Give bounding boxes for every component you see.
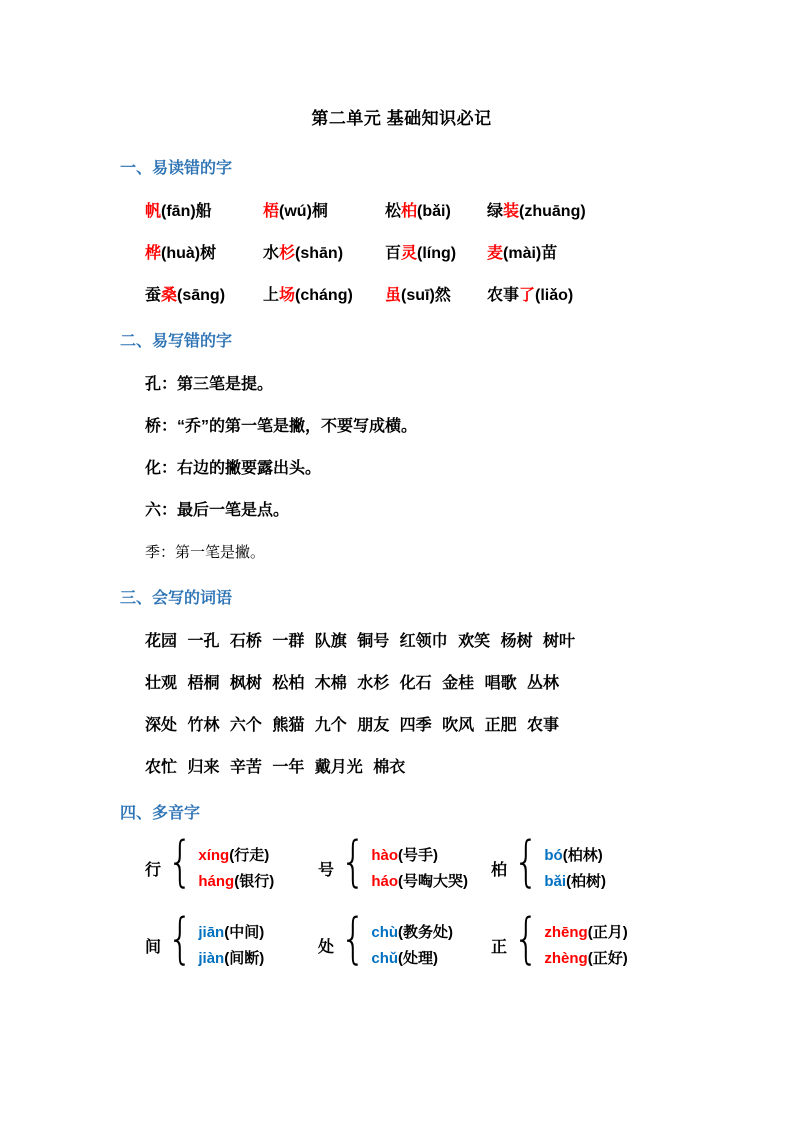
word-suffix: (cháng) (295, 287, 353, 304)
word-suffix: (wú)桐 (279, 203, 328, 220)
example-word: (行走) (229, 847, 270, 864)
polyphonic-char: 行 (145, 862, 162, 879)
polyphonic-char: 号 (318, 862, 335, 879)
word-item (487, 202, 683, 222)
pinyin: chù (371, 924, 399, 941)
word-prefix: 绿 (487, 203, 504, 220)
word-prefix: 水 (263, 245, 280, 262)
example-word: (正好) (587, 950, 628, 967)
word-item (145, 244, 263, 264)
example-word: (柏林) (562, 847, 603, 864)
section-miswritten-chars (120, 328, 683, 563)
pinyin: jiàn (198, 950, 225, 967)
example-word: (号啕大哭) (398, 873, 469, 890)
word-suffix: (líng) (417, 245, 457, 262)
polyphonic-char: 柏 (491, 862, 508, 879)
word-item (385, 286, 487, 306)
example-word: (处理) (398, 950, 439, 967)
readings (371, 924, 453, 967)
polyphonic-entry (145, 924, 318, 967)
pinyin: zhēng (544, 924, 588, 941)
readings (544, 847, 606, 890)
pinyin: hào (371, 847, 399, 864)
brace-glyph (163, 939, 197, 953)
tip-line: 六：最后一笔是点。 (145, 502, 290, 519)
reading-line (198, 924, 264, 941)
polyphonic-grid (120, 847, 683, 967)
word-suffix: (mài)苗 (503, 245, 558, 262)
word-item (145, 202, 263, 222)
tip-line: 季：第一笔是撇。 (145, 545, 266, 561)
example-word: (教务处) (398, 924, 454, 941)
highlighted-char: 桑 (161, 287, 178, 304)
highlighted-char: 场 (279, 287, 296, 304)
reading-line (544, 847, 606, 864)
word-suffix: (liǎo) (535, 287, 574, 304)
example-word: (号手) (398, 847, 439, 864)
misread-row-1 (120, 202, 683, 222)
brace-glyph (163, 862, 197, 876)
pinyin: xíng (198, 847, 230, 864)
section-polyphonic-chars (120, 800, 683, 967)
tip-line: 桥：“乔”的第一笔是撇，不要写成横。 (145, 418, 418, 435)
readings (371, 847, 468, 890)
word-prefix: 蚕 (145, 287, 162, 304)
brace-glyph (509, 939, 543, 953)
word-prefix: 百 (385, 245, 402, 262)
pinyin: jiān (198, 924, 225, 941)
word-list-line: 花园 一孔 石桥 一群 队旗 铜号 红领巾 欢笑 杨树 树叶 (145, 633, 576, 650)
polyphonic-char: 间 (145, 939, 162, 956)
section-writable-words (120, 585, 683, 778)
readings (198, 924, 264, 967)
pinyin: bǎi (544, 873, 567, 890)
highlighted-char: 虽 (385, 287, 402, 304)
polyphonic-entry (491, 847, 683, 890)
pinyin: háng (198, 873, 235, 890)
section-4-heading: 四、多音字 (120, 805, 201, 822)
readings (198, 847, 274, 890)
word-suffix: (fān)船 (161, 203, 212, 220)
readings (544, 924, 627, 967)
reading-line (371, 950, 453, 967)
misread-row-3 (120, 286, 683, 306)
example-word: (中间) (224, 924, 265, 941)
section-1-heading: 一、易读错的字 (120, 160, 233, 177)
word-list-line: 深处 竹林 六个 熊猫 九个 朋友 四季 吹风 正肥 农事 (145, 717, 560, 734)
word-item (487, 286, 683, 306)
brace-glyph (509, 862, 543, 876)
example-word: (正月) (587, 924, 628, 941)
word-suffix: (shān) (295, 245, 344, 262)
word-suffix: (suī)然 (401, 287, 451, 304)
tip-line: 化：右边的撇要露出头。 (145, 460, 322, 477)
word-suffix: (sāng) (177, 287, 226, 304)
polyphonic-char: 正 (491, 939, 508, 956)
reading-line (544, 950, 627, 967)
polyphonic-entry (491, 924, 683, 967)
highlighted-char: 了 (519, 287, 536, 304)
page-title: 第二单元 基础知识必记 (311, 109, 492, 128)
reading-line (198, 873, 274, 890)
example-word: (间断) (224, 950, 265, 967)
reading-line (198, 950, 264, 967)
word-item (145, 286, 263, 306)
reading-line (371, 847, 468, 864)
highlighted-char: 装 (503, 203, 520, 220)
brace-glyph (336, 939, 370, 953)
reading-line (371, 924, 453, 941)
section-3-heading: 三、会写的词语 (120, 590, 233, 607)
reading-line (198, 847, 274, 864)
word-list-line: 农忙 归来 辛苦 一年 戴月光 棉衣 (145, 759, 406, 776)
word-list-line: 壮观 梧桐 枫树 松柏 木棉 水杉 化石 金桂 唱歌 丛林 (145, 675, 560, 692)
misread-row-2 (120, 244, 683, 264)
highlighted-char: 梧 (263, 203, 280, 220)
polyphonic-entry (145, 847, 318, 890)
highlighted-char: 麦 (487, 245, 504, 262)
word-item (263, 202, 385, 222)
word-suffix: (zhuāng) (519, 203, 586, 220)
highlighted-char: 灵 (401, 245, 418, 262)
pinyin: zhèng (544, 950, 588, 967)
pinyin: bó (544, 847, 563, 864)
polyphonic-char: 处 (318, 939, 335, 956)
reading-line (544, 924, 627, 941)
pinyin: chǔ (371, 950, 399, 967)
example-word: (银行) (234, 873, 275, 890)
word-item (263, 286, 385, 306)
section-misread-chars (120, 155, 683, 306)
word-prefix: 上 (263, 287, 280, 304)
word-item (385, 202, 487, 222)
word-item (487, 244, 683, 264)
word-item (385, 244, 487, 264)
section-2-heading: 二、易写错的字 (120, 333, 233, 350)
brace-glyph (336, 862, 370, 876)
polyphonic-entry (318, 847, 491, 890)
word-item (263, 244, 385, 264)
word-prefix: 农事 (487, 287, 520, 304)
highlighted-char: 桦 (145, 245, 162, 262)
pinyin: háo (371, 873, 399, 890)
highlighted-char: 柏 (401, 203, 418, 220)
word-suffix: (huà)树 (161, 245, 217, 262)
reading-line (371, 873, 468, 890)
tip-line: 孔：第三笔是提。 (145, 376, 274, 393)
highlighted-char: 杉 (279, 245, 296, 262)
polyphonic-entry (318, 924, 491, 967)
word-suffix: (bǎi) (417, 203, 451, 220)
reading-line (544, 873, 606, 890)
word-prefix: 松 (385, 203, 402, 220)
example-word: (柏树) (566, 873, 607, 890)
highlighted-char: 帆 (145, 203, 162, 220)
